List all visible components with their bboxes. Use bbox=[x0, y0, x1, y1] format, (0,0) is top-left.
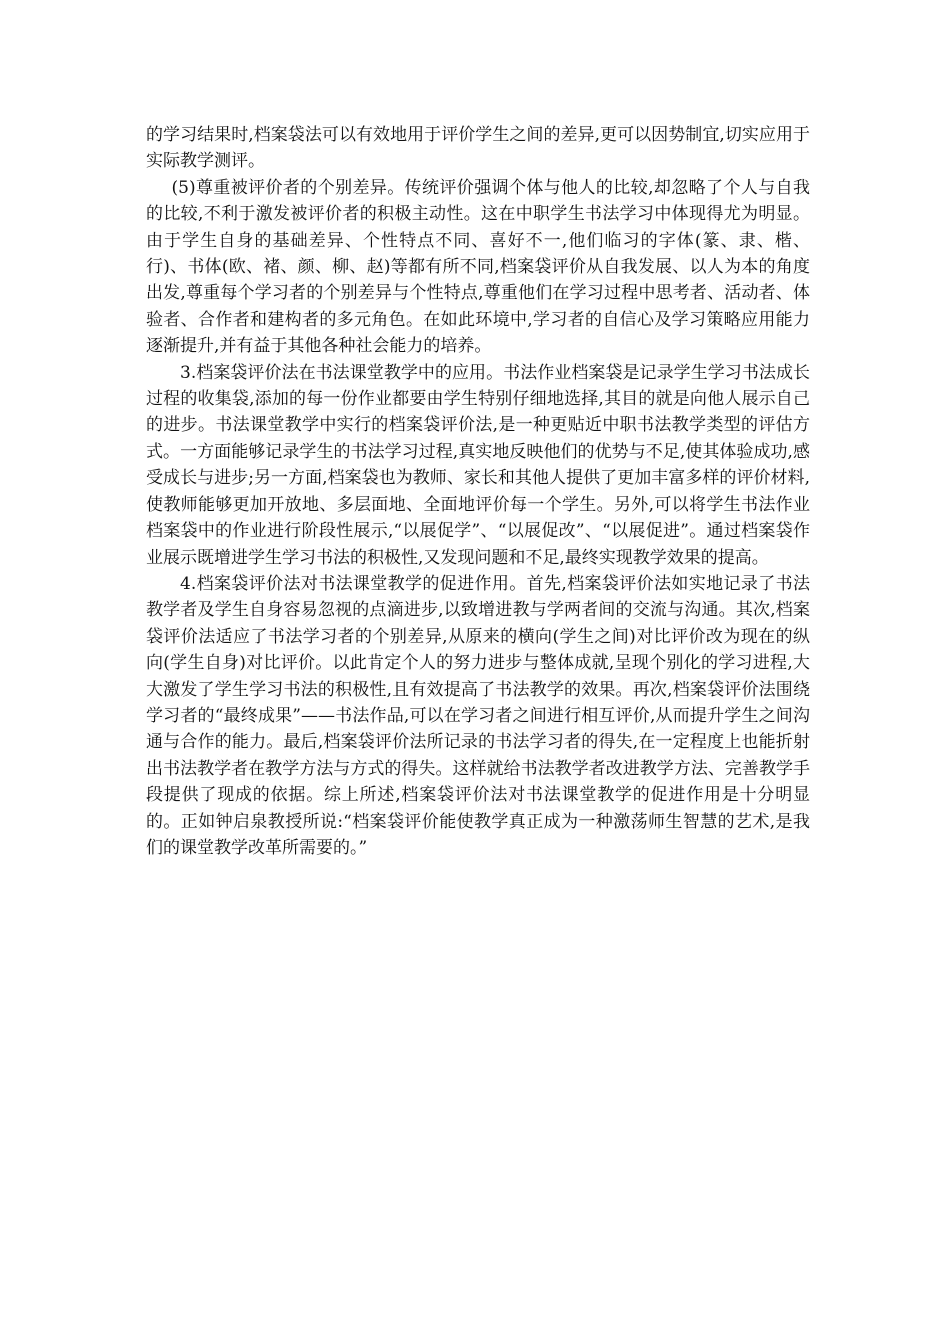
paragraph-promotion-effect: 4.档案袋评价法对书法课堂教学的促进作用。首先,档案袋评价法如实地记录了书法教学者及学生自身容易忽视的点滴进步,以致增进教与学两者间的交流与沟通。其次,档案袋评价法适应了书法学习者的个别差异,从原来的横向(学生之间)对比评价改为现在的纵向(学生自身)对比评价。以此肯定个人的努力进步与整体成就,呈现个别化的学习进程,大大激发了学生学习书法的积极性,且有效提高了书法教学的效果。再次,档案袋评价法围绕学习者的“最终成果”——书法作品,可以在学习者之间进行相互评价,从而提升学生之间沟通与合作的能力。最后,档案袋评价法所记录的书法学习者的得失,在一定程度上也能折射出书法教学者在教学方法与方式的得失。这样就给书法教学者改进教学方法、完善教学手段提供了现成的依据。综上所述,档案袋评价法对书法课堂教学的促进作用是十分明显的。正如钟启泉教授所说:“档案袋评价能使教学真正成为一种激荡师生智慧的艺术,是我们的课堂教学改革所需要的。” bbox=[146, 573, 810, 858]
paragraph-individual-differences: (5)尊重被评价者的个别差异。传统评价强调个体与他人的比较,却忽略了个人与自我的比较,不利于激发被评价者的积极主动性。这在中职学生书法学习中体现得尤为明显。由于学生自身的基础差异、个性特点不同、喜好不一,他们临习的字体(篆、隶、楷、行)、书体(欧、褚、颜、柳、赵)等都有所不同,档案袋评价从自我发展、以人为本的角度出发,尊重每个学习者的个别差异与个性特点,尊重他们在学习过程中思考者、活动者、体验者、合作者和建构者的多元角色。在如此环境中,学习者的自信心及学习策略应用能力逐渐提升,并有益于其他各种社会能力的培养。 bbox=[146, 177, 810, 357]
paragraph-continuation: 的学习结果时,档案袋法可以有效地用于评价学生之间的差异,更可以因势制宜,切实应用于实际教学测评。 bbox=[146, 125, 810, 172]
paragraph-application: 3.档案袋评价法在书法课堂教学中的应用。书法作业档案袋是记录学生学习书法成长过程的收集袋,添加的每一份作业都要由学生特别仔细地选择,其目的就是向他人展示自己的进步。书法课堂教学中实行的档案袋评价法,是一种更贴近中职书法教学类型的评估方式。一方面能够记录学生的书法学习过程,真实地反映他们的优势与不足,使其体验成功,感受成长与进步;另一方面,档案袋也为教师、家长和其他人提供了更加丰富多样的评价材料,使教师能够更加开放地、多层面地、全面地评价每一个学生。另外,可以将学生书法作业档案袋中的作业进行阶段性展示,“以展促学”、“以展促改”、“以展促进”。通过档案袋作业展示既增进学生学习书法的积极性,又发现问题和不足,最终实现教学效果的提高。 bbox=[146, 362, 810, 568]
document-body bbox=[146, 122, 810, 861]
